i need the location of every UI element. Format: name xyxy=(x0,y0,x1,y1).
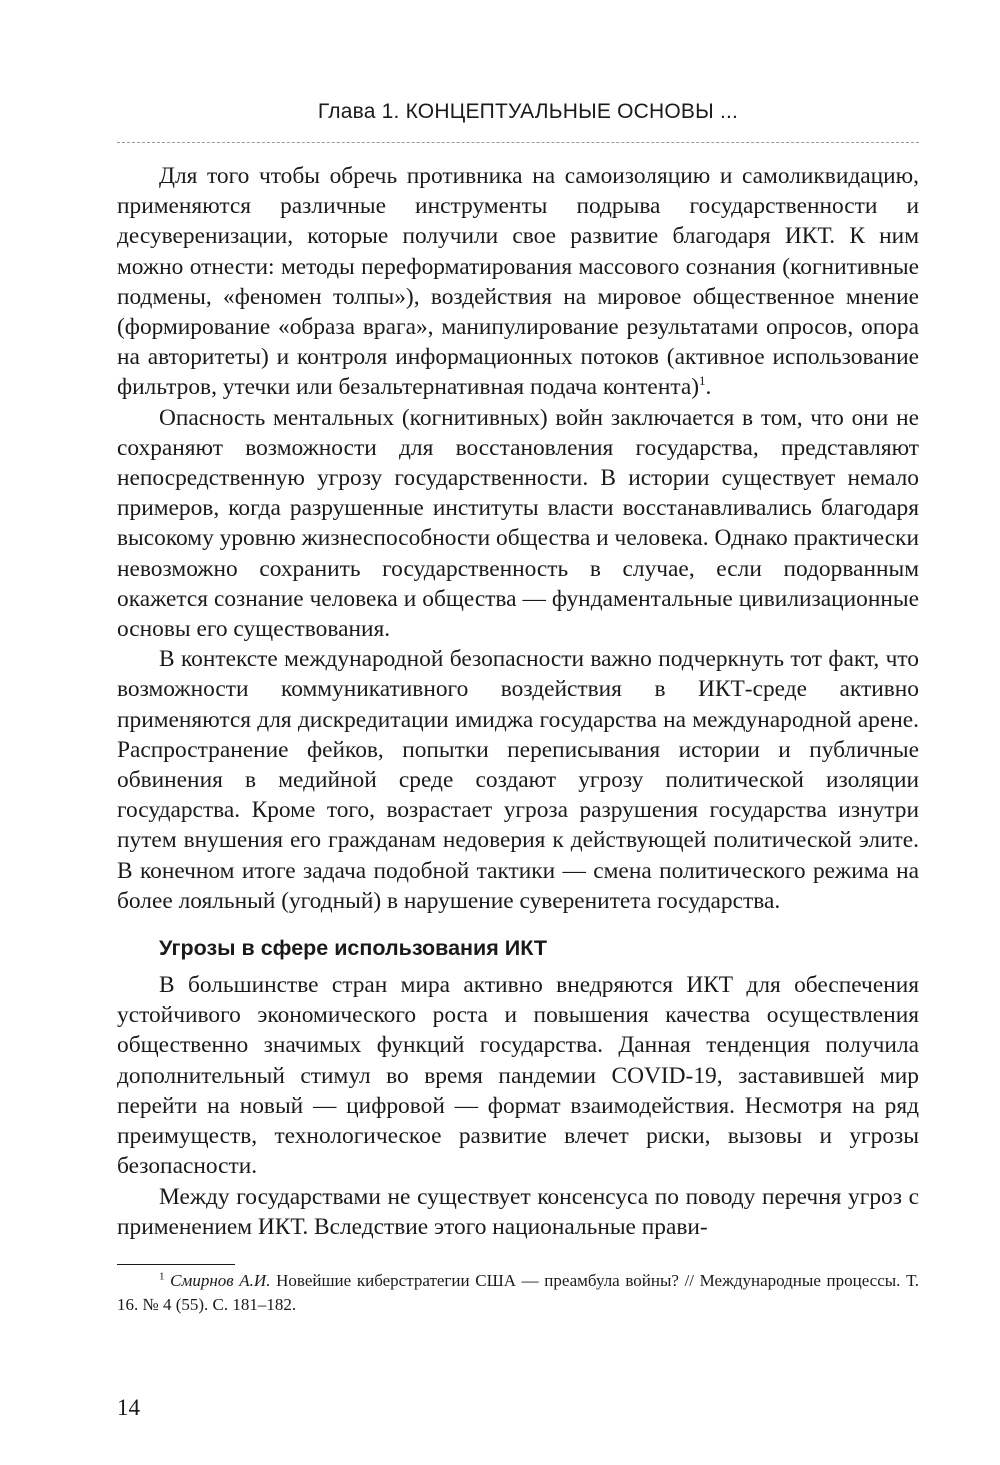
paragraph-2: Опасность ментальных (когнитивных) войн заключается в том, что они не сохраняют возможности для восстановления государства, представляют непосредственную угрозу государственности. В истории существует немало примеров, когда разрушенные институты власти восстанавливались благодаря высокому уровню жизнеспособности общества и человека. Однако практически невозможно сохранить государственность в случае, если подорванным окажется сознание человека и общества — фундаментальные цивилизационные основы его существования. xyxy=(117,404,919,643)
footnote-text: Новейшие киберстратегии США — преамбула войны? // Международные процессы. Т. 16. № 4 (55). С. 181–182. xyxy=(117,1270,920,1314)
running-header: Глава 1. КОНЦЕПТУАЛЬНЫЕ ОСНОВЫ ... xyxy=(317,100,739,123)
section-heading: Угрозы в сфере использования ИКТ xyxy=(159,936,547,961)
paragraph-1-text: Для того чтобы обречь противника на самоизоляцию и самоликвидацию, применяются различные инструменты подрыва государственности и десуверенизации, которые получили свое развитие благодаря ИКТ. К ним можно отнести: методы переформатирования массового сознания (когнитивные подмены, «феномен толпы»), воздействия на мировое общественное мнение (формирование «образа врага», манипулирование результатами опросов, опора на авторитеты) и контроля информационных потоков (активное использование фильтров, утечки или безальтернативная подача контента) xyxy=(117,163,919,401)
header-divider xyxy=(117,142,919,143)
footnote-mark: 1 xyxy=(159,1270,165,1283)
section-paragraph-2: Между государствами не существует консенсуса по поводу перечня угроз с применением ИКТ. Вследствие этого национальные прави- xyxy=(117,1183,919,1240)
footnote xyxy=(117,1269,919,1317)
page-number: 14 xyxy=(117,1395,140,1420)
section-paragraph-1: В большинстве стран мира активно внедряются ИКТ для обеспечения устойчивого экономического роста и повышения качества осуществления общественно значимых функций государства. Данная тенденция получила дополнительный стимул во время пандемии COVID-19, заставившей мир перейти на новый — цифровой — формат взаимодействия. Несмотря на ряд преимуществ, технологическое развитие влечет риски, вызовы и угрозы безопасности. xyxy=(117,972,919,1180)
footnote-divider xyxy=(117,1264,235,1265)
paragraph-3: В контексте международной безопасности важно подчеркнуть тот факт, что возможности коммуникативного воздействия в ИКТ-среде активно применяются для дискредитации имиджа государства на международной арене. Распространение фейков, попытки переписывания истории и публичные обвинения в медийной среде создают угрозу политической изоляции государства. Кроме того, возрастает угроза разрушения государства изнутри путем внушения его гражданам недоверия к действующей политической элите. В конечном итоге задача подобной тактики — смена политического режима на более лояльный (угодный) в нарушение суверенитета государства. xyxy=(117,646,919,914)
book-page xyxy=(117,95,919,1317)
main-text xyxy=(117,161,919,1242)
paragraph-1-tail: . xyxy=(705,374,712,401)
paragraph-1 xyxy=(117,161,919,403)
footnote-author: Смирнов А.И. xyxy=(170,1270,271,1290)
footnote-reference[interactable]: 1 xyxy=(699,373,706,389)
